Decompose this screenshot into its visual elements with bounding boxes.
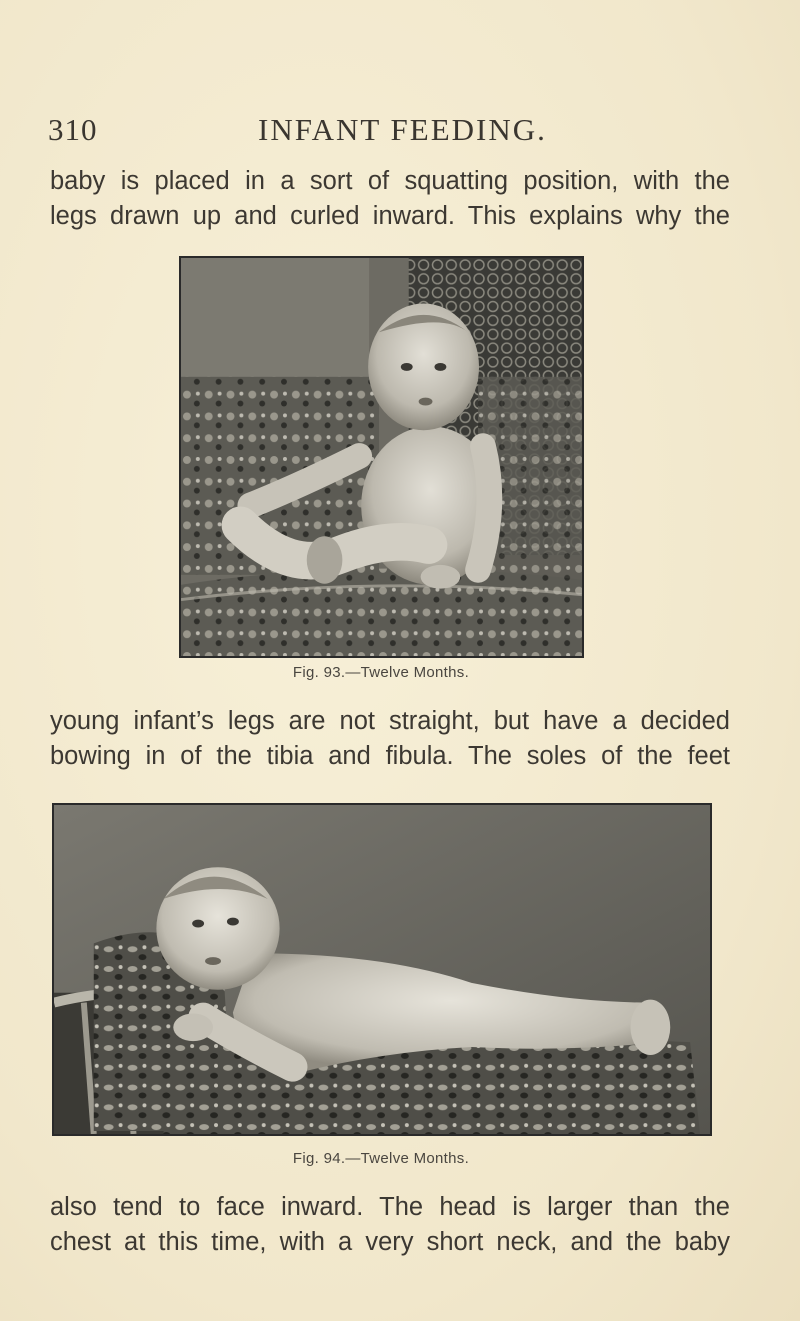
paragraph-top — [50, 164, 730, 234]
text-line: chest at this time, with a very short neck, and the baby — [50, 1228, 730, 1256]
paragraph-bottom — [50, 1190, 730, 1260]
text-line: young infant’s legs are not straight, but have a decided — [50, 707, 730, 735]
figure-94-photo — [52, 803, 712, 1136]
infant-sitting-photo — [181, 258, 582, 656]
text-line: baby is placed in a sort of squatting position, with the — [50, 167, 730, 195]
text-line: also tend to face inward. The head is larger than the — [50, 1193, 730, 1221]
page-number: 310 — [48, 112, 98, 147]
text-line: bowing in of the tibia and fibula. The soles of the feet — [50, 742, 730, 770]
paragraph-middle — [50, 704, 730, 774]
running-head: INFANT FEEDING. — [258, 112, 547, 147]
figure-94-caption: Fig. 94.—Twelve Months. — [292, 1150, 470, 1167]
infant-lying-photo — [54, 805, 710, 1134]
figure-93-photo — [179, 256, 584, 658]
figure-93-caption: Fig. 93.—Twelve Months. — [292, 664, 470, 681]
text-line: legs drawn up and curled inward. This explains why the — [50, 202, 730, 230]
page-header — [48, 112, 748, 152]
